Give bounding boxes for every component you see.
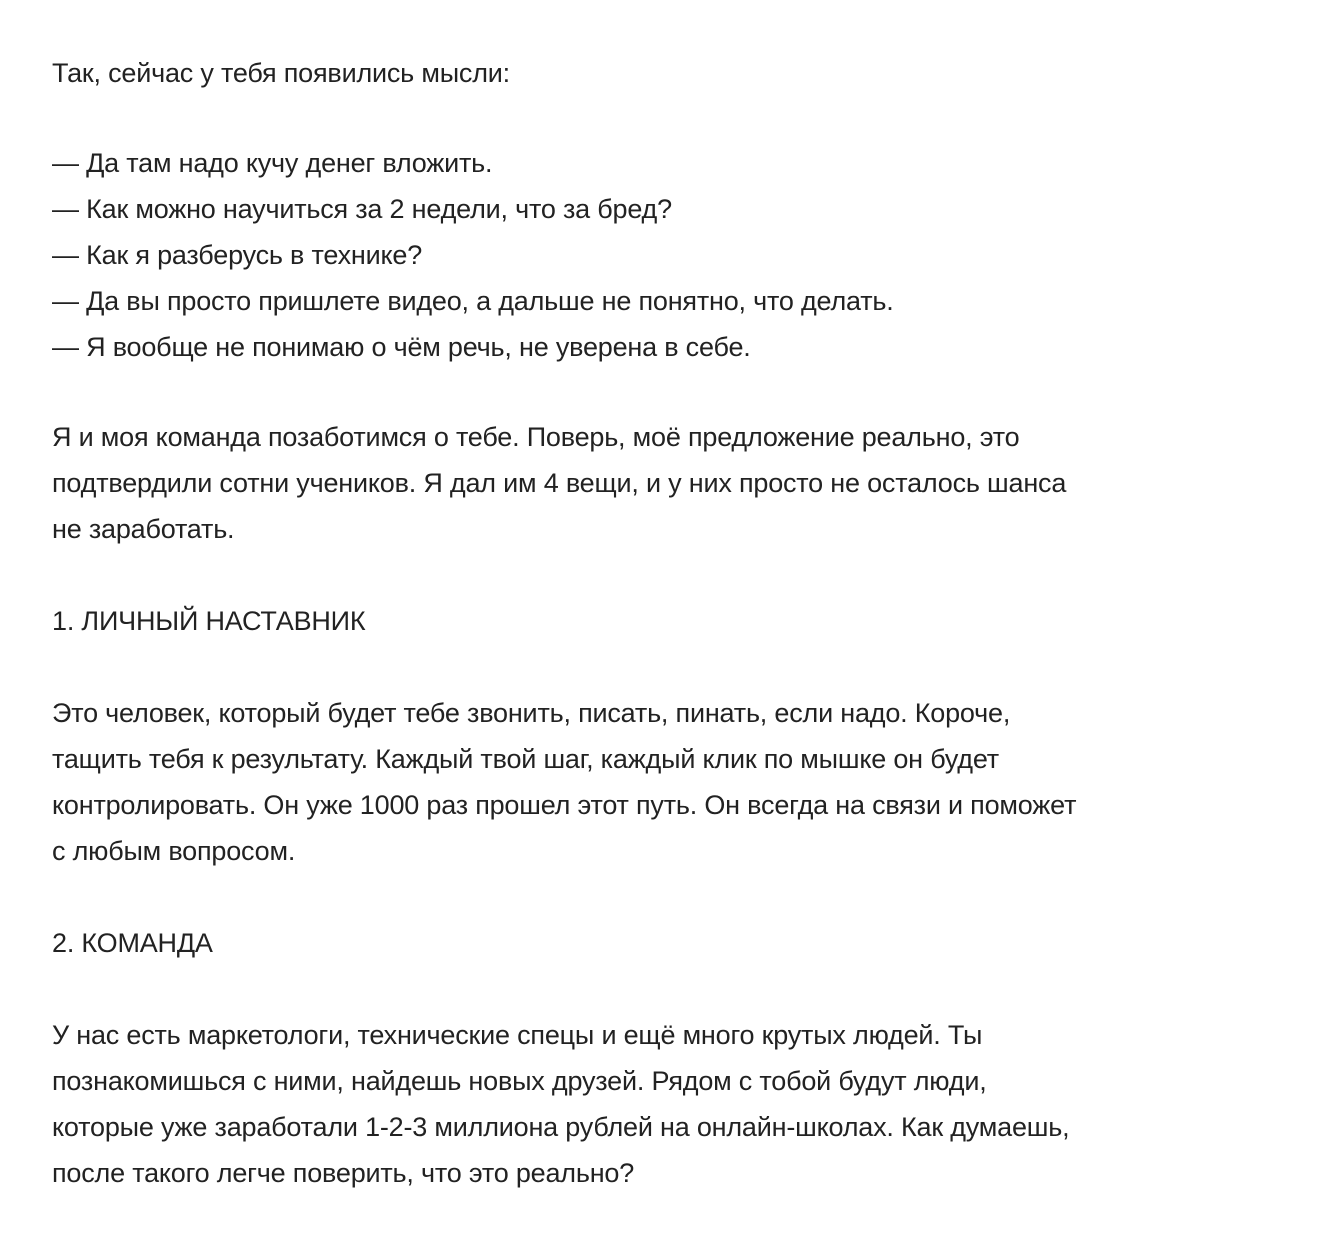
spacer bbox=[52, 874, 1312, 920]
section-2-line: познакомишься с ними, найдешь новых друзей. Рядом с тобой будут люди, bbox=[52, 1066, 987, 1096]
promise-line: не заработать. bbox=[52, 514, 235, 544]
objections-list bbox=[52, 140, 1312, 370]
spacer bbox=[52, 552, 1312, 598]
spacer bbox=[52, 370, 1312, 414]
intro-paragraph bbox=[52, 50, 1312, 96]
section-2-paragraph bbox=[52, 1012, 1312, 1196]
spacer bbox=[52, 644, 1312, 690]
section-1-line: контролировать. Он уже 1000 раз прошел этот путь. Он всегда на связи и поможет bbox=[52, 790, 1077, 820]
objection-item: — Как можно научиться за 2 недели, что за бред? bbox=[52, 194, 672, 224]
section-2-line: которые уже заработали 1-2-3 миллиона рублей на онлайн-школах. Как думаешь, bbox=[52, 1112, 1070, 1142]
objection-item: — Да вы просто пришлете видео, а дальше не понятно, что делать. bbox=[52, 286, 894, 316]
section-2-title: 2. КОМАНДА bbox=[52, 928, 213, 958]
article-body bbox=[52, 50, 1312, 1196]
objection-item: — Я вообще не понимаю о чём речь, не уверена в себе. bbox=[52, 332, 751, 362]
section-1-line: Это человек, который будет тебе звонить, писать, пинать, если надо. Короче, bbox=[52, 698, 1011, 728]
spacer bbox=[52, 96, 1312, 140]
section-2-line: после такого легче поверить, что это реально? bbox=[52, 1158, 635, 1188]
promise-paragraph bbox=[52, 414, 1312, 552]
objection-item: — Как я разберусь в технике? bbox=[52, 240, 423, 270]
intro-text: Так, сейчас у тебя появились мысли: bbox=[52, 58, 510, 88]
section-2-line: У нас есть маркетологи, технические спецы и ещё много крутых людей. Ты bbox=[52, 1020, 983, 1050]
promise-line: подтвердили сотни учеников. Я дал им 4 вещи, и у них просто не осталось шанса bbox=[52, 468, 1067, 498]
section-1-paragraph bbox=[52, 690, 1312, 874]
promise-line: Я и моя команда позаботимся о тебе. Поверь, моё предложение реально, это bbox=[52, 422, 1020, 452]
section-1-line: тащить тебя к результату. Каждый твой шаг, каждый клик по мышке он будет bbox=[52, 744, 999, 774]
section-1-title: 1. ЛИЧНЫЙ НАСТАВНИК bbox=[52, 606, 366, 636]
objection-item: — Да там надо кучу денег вложить. bbox=[52, 148, 493, 178]
spacer bbox=[52, 966, 1312, 1012]
section-1-line: с любым вопросом. bbox=[52, 836, 296, 866]
